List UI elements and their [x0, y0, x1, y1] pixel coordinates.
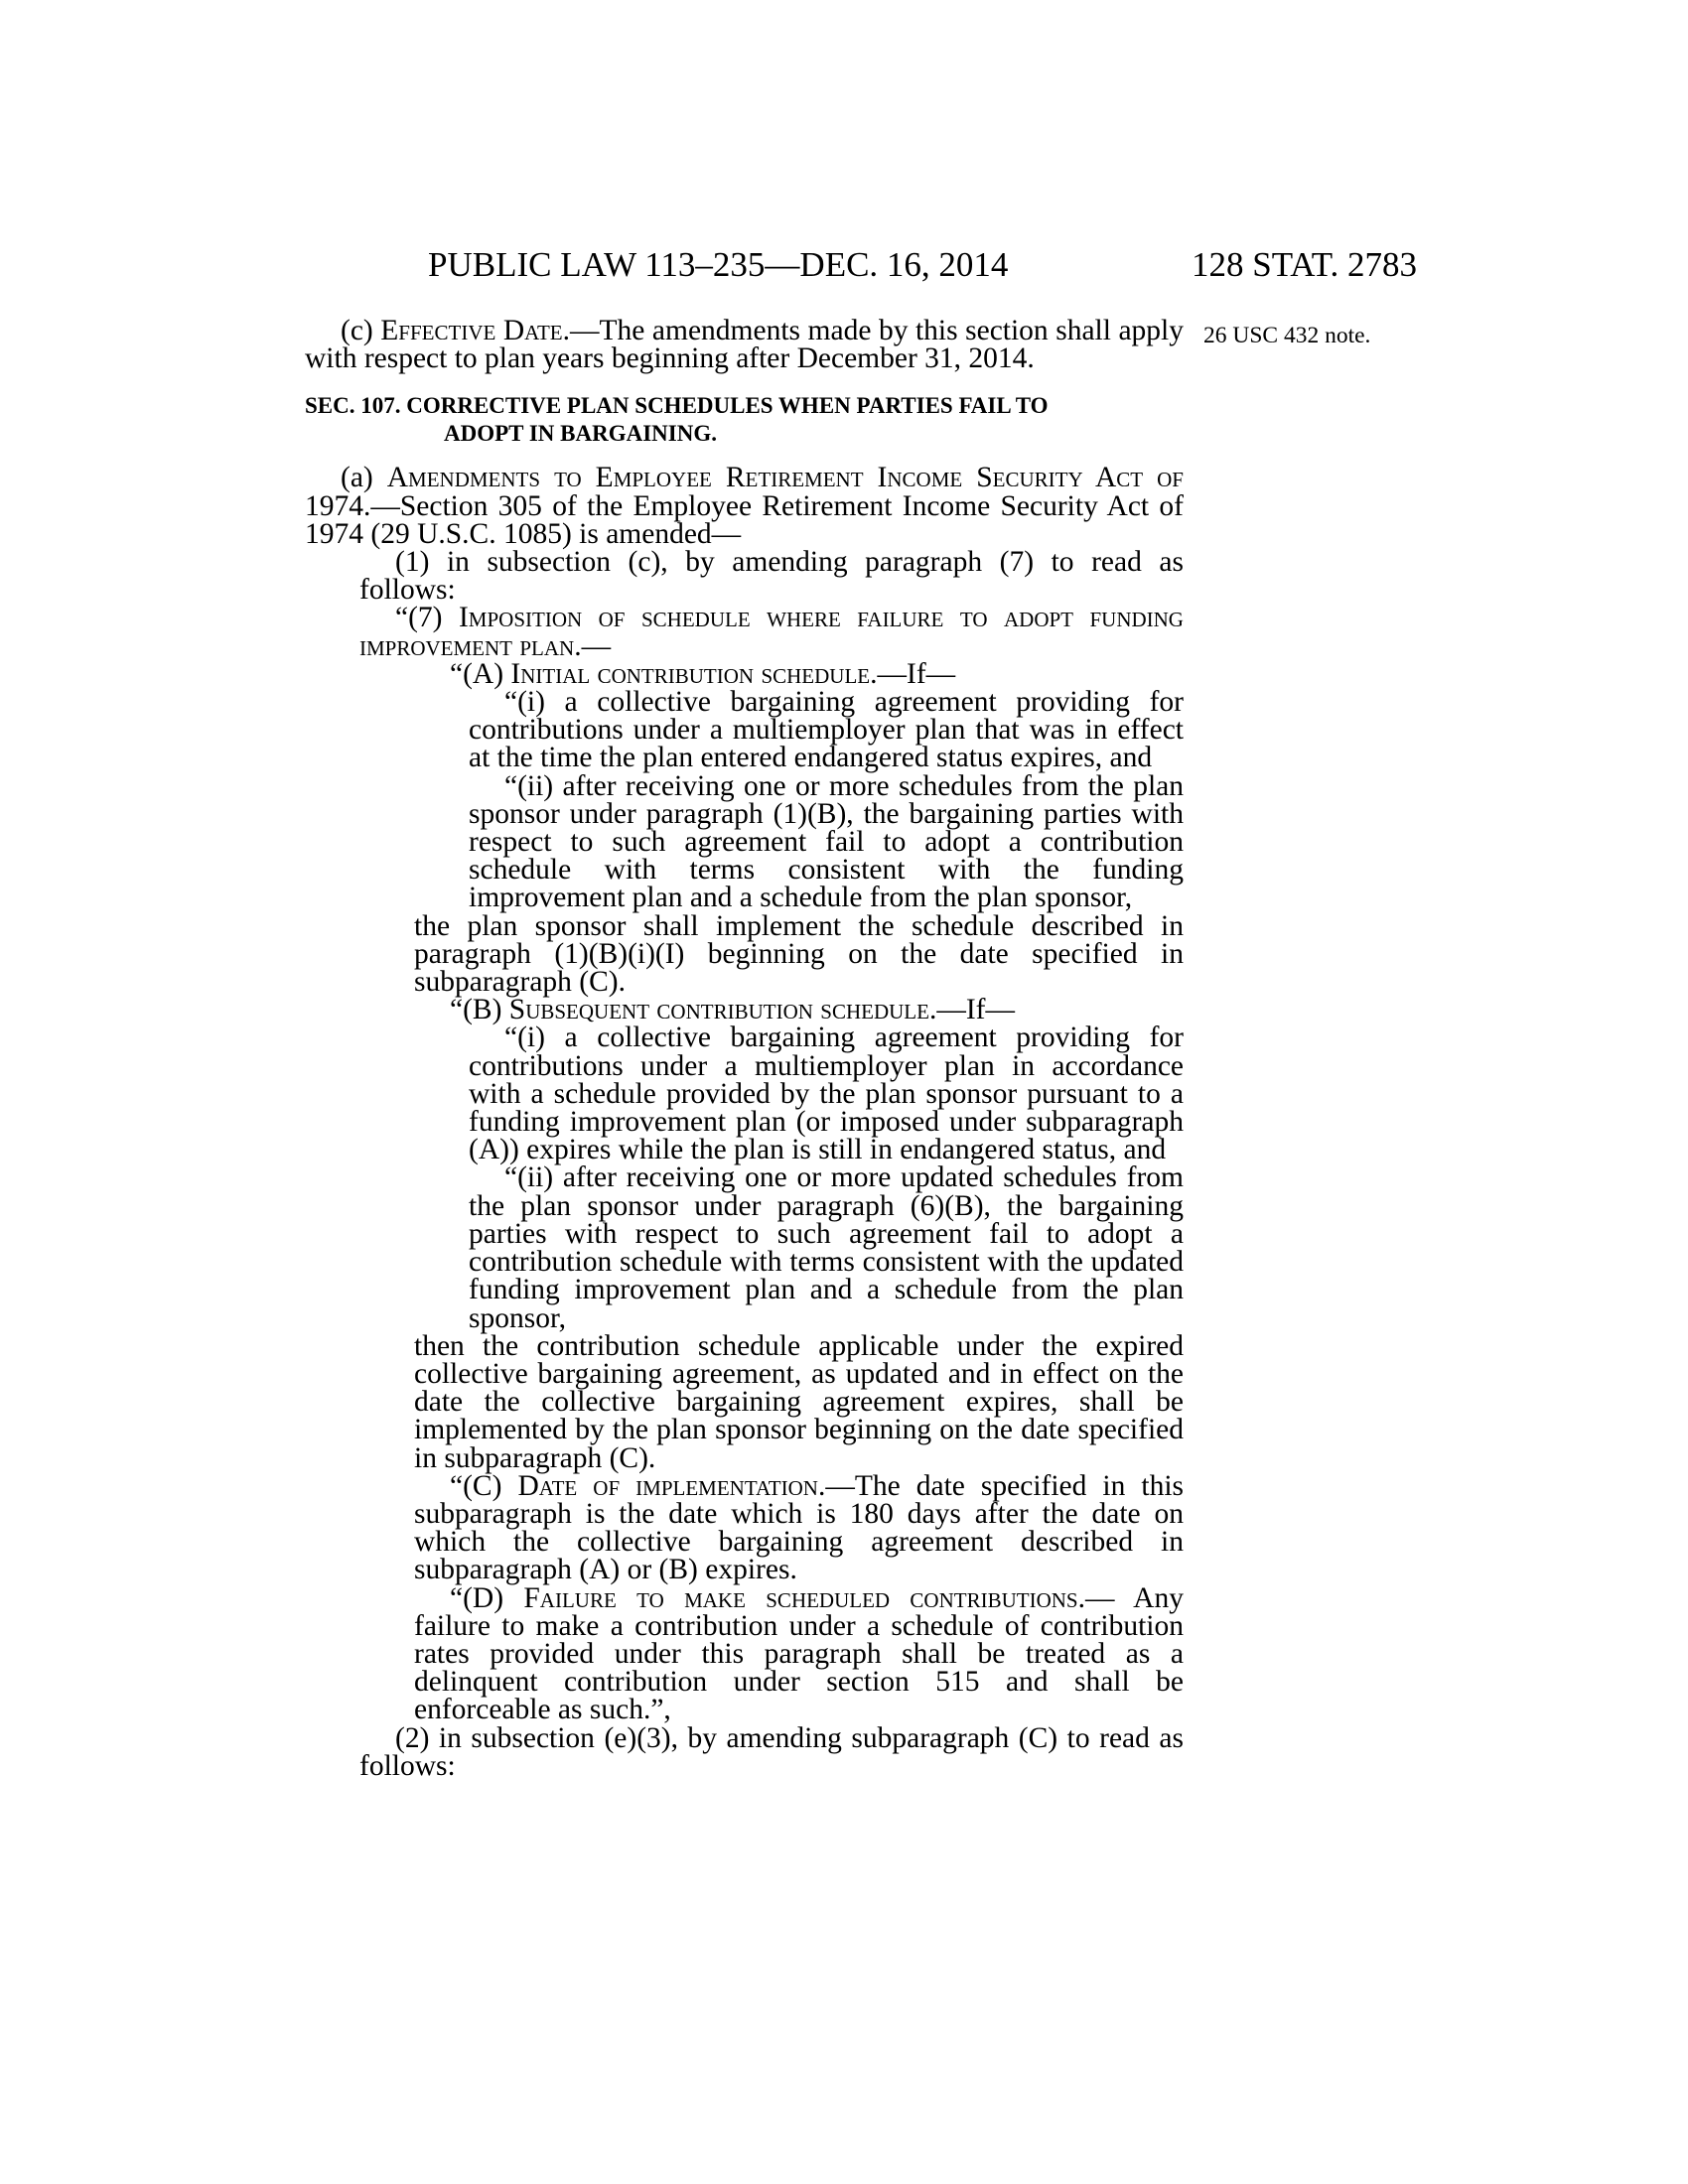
running-header-right: 128 STAT. 2783: [1192, 245, 1417, 284]
clause-A-ii: “(ii) after receiving one or more schedules from the plan sponsor under paragraph (1)(B), the bargaining parties with respect to such agreement fail to adopt a contribution schedule with terms consistent with the funding improvement plan and a schedule from the plan sponsor,: [469, 769, 1184, 914]
subparagraph-A-closing: the plan sponsor shall implement the schedule described in paragraph (1)(B)(i)(I) beginning on the date specified in subparagraph (C).: [414, 909, 1184, 999]
paragraph-2: (2) in subsection (e)(3), by amending subparagraph (C) to read as follows:: [359, 1721, 1184, 1782]
subparagraph-C: [305, 1469, 1185, 1586]
subparagraph-B-heading-text: Subsequent contribution schedule: [508, 994, 929, 1026]
paragraph-1: [305, 546, 1184, 607]
paragraph-7-suffix: .—: [574, 629, 612, 662]
subsection-c-heading: Effective Date: [380, 315, 563, 346]
subparagraph-C-text: .—The date specified in this subparagraph is the date which is 180 days after the date on which the collective bargaining agreement described in subparagraph (A) or (B) expires.: [414, 1469, 1185, 1586]
subparagraph-D-prefix: “(D): [450, 1581, 524, 1614]
subsection-a-prefix: (a): [341, 462, 387, 494]
running-header-left: PUBLIC LAW 113–235—DEC. 16, 2014: [428, 245, 1009, 284]
subparagraph-B-heading: [305, 996, 1184, 1024]
paragraph-1-text: (1) in subsection (c), by amending paragraph (7) to read as follows:: [359, 546, 1184, 607]
subsection-c-prefix: (c): [341, 315, 381, 346]
subparagraph-D-text: .— Any failure to make a contribution under a schedule of contribution rates provided under this paragraph shall be treated as a delinquent contribution under section 515 and shall be enforceable as such.”,: [414, 1581, 1184, 1726]
subparagraph-B-closing: then the contribution schedule applicable under the expired collective bargaining agreement, as updated and in effect on the date the collective bargaining agreement expires, shall be implemented by the plan sponsor beginning on the date specified in subparagraph (C).: [414, 1329, 1184, 1474]
subparagraph-D-heading: Failure to make scheduled contributions: [523, 1581, 1078, 1614]
subsection-a-heading: Amendments to Employee Retirement Income Security Act of 1974: [305, 462, 1184, 522]
section-title-line-2: ADOPT IN BARGAINING.: [444, 421, 717, 447]
section-title-line-1: CORRECTIVE PLAN SCHEDULES WHEN PARTIES FAIL TO: [406, 393, 1049, 419]
clause-A-i: “(i) a collective bargaining agreement providing for contributions under a multiemployer plan that was in effect at the time the plan entered endangered status expires, and: [469, 686, 1184, 774]
subsection-c-text: .—The amendments made by this section shall apply with respect to plan years beginning after December 31, 2014.: [305, 315, 1184, 375]
subsection-a-text: .—Section 305 of the Employee Retirement Income Security Act of 1974 (29 U.S.C. 1085) is amended—: [305, 489, 1184, 550]
subparagraph-B-suffix: .—If—: [928, 994, 1015, 1026]
clause-B-i: “(i) a collective bargaining agreement providing for contributions under a multiemployer plan in accordance with a schedule provided by the plan sponsor pursuant to a funding improvement plan (or imposed under subparagraph (A)) expires while the plan is still in endangered status, and: [469, 1022, 1184, 1166]
subparagraph-A-heading: [305, 657, 1184, 690]
subparagraph-A-suffix: .—If—: [870, 657, 956, 690]
subparagraph-A-heading-text: Initial contribution schedule: [510, 657, 871, 690]
subparagraph-C-prefix: “(C): [450, 1469, 518, 1502]
subparagraph-D: [305, 1581, 1184, 1726]
paragraph-7-prefix: “(7): [395, 602, 459, 634]
main-text-column: [305, 317, 1184, 1780]
subparagraph-B-prefix: “(B): [450, 994, 509, 1026]
margin-note: 26 USC 432 note.: [1203, 323, 1371, 348]
subparagraph-A-prefix: “(A): [450, 657, 511, 690]
subsection-c-effective-date: [305, 315, 1184, 375]
subsection-a-amendments: [305, 464, 1184, 548]
clause-B-ii: “(ii) after receiving one or more updated schedules from the plan sponsor under paragraph (6)(B), the bargaining parties with respect to such agreement fail to adopt a contribution schedule with terms consistent with the updated funding improvement plan and a schedule from the plan sponsor,: [469, 1161, 1184, 1334]
section-heading: [305, 392, 1184, 448]
paragraph-7-heading-text: Imposition of schedule where failure to adopt funding improvement plan: [359, 602, 1184, 662]
paragraph-7-heading: [305, 602, 1184, 662]
subparagraph-C-heading: Date of implementation: [517, 1469, 818, 1502]
section-number: SEC. 107.: [305, 393, 407, 419]
